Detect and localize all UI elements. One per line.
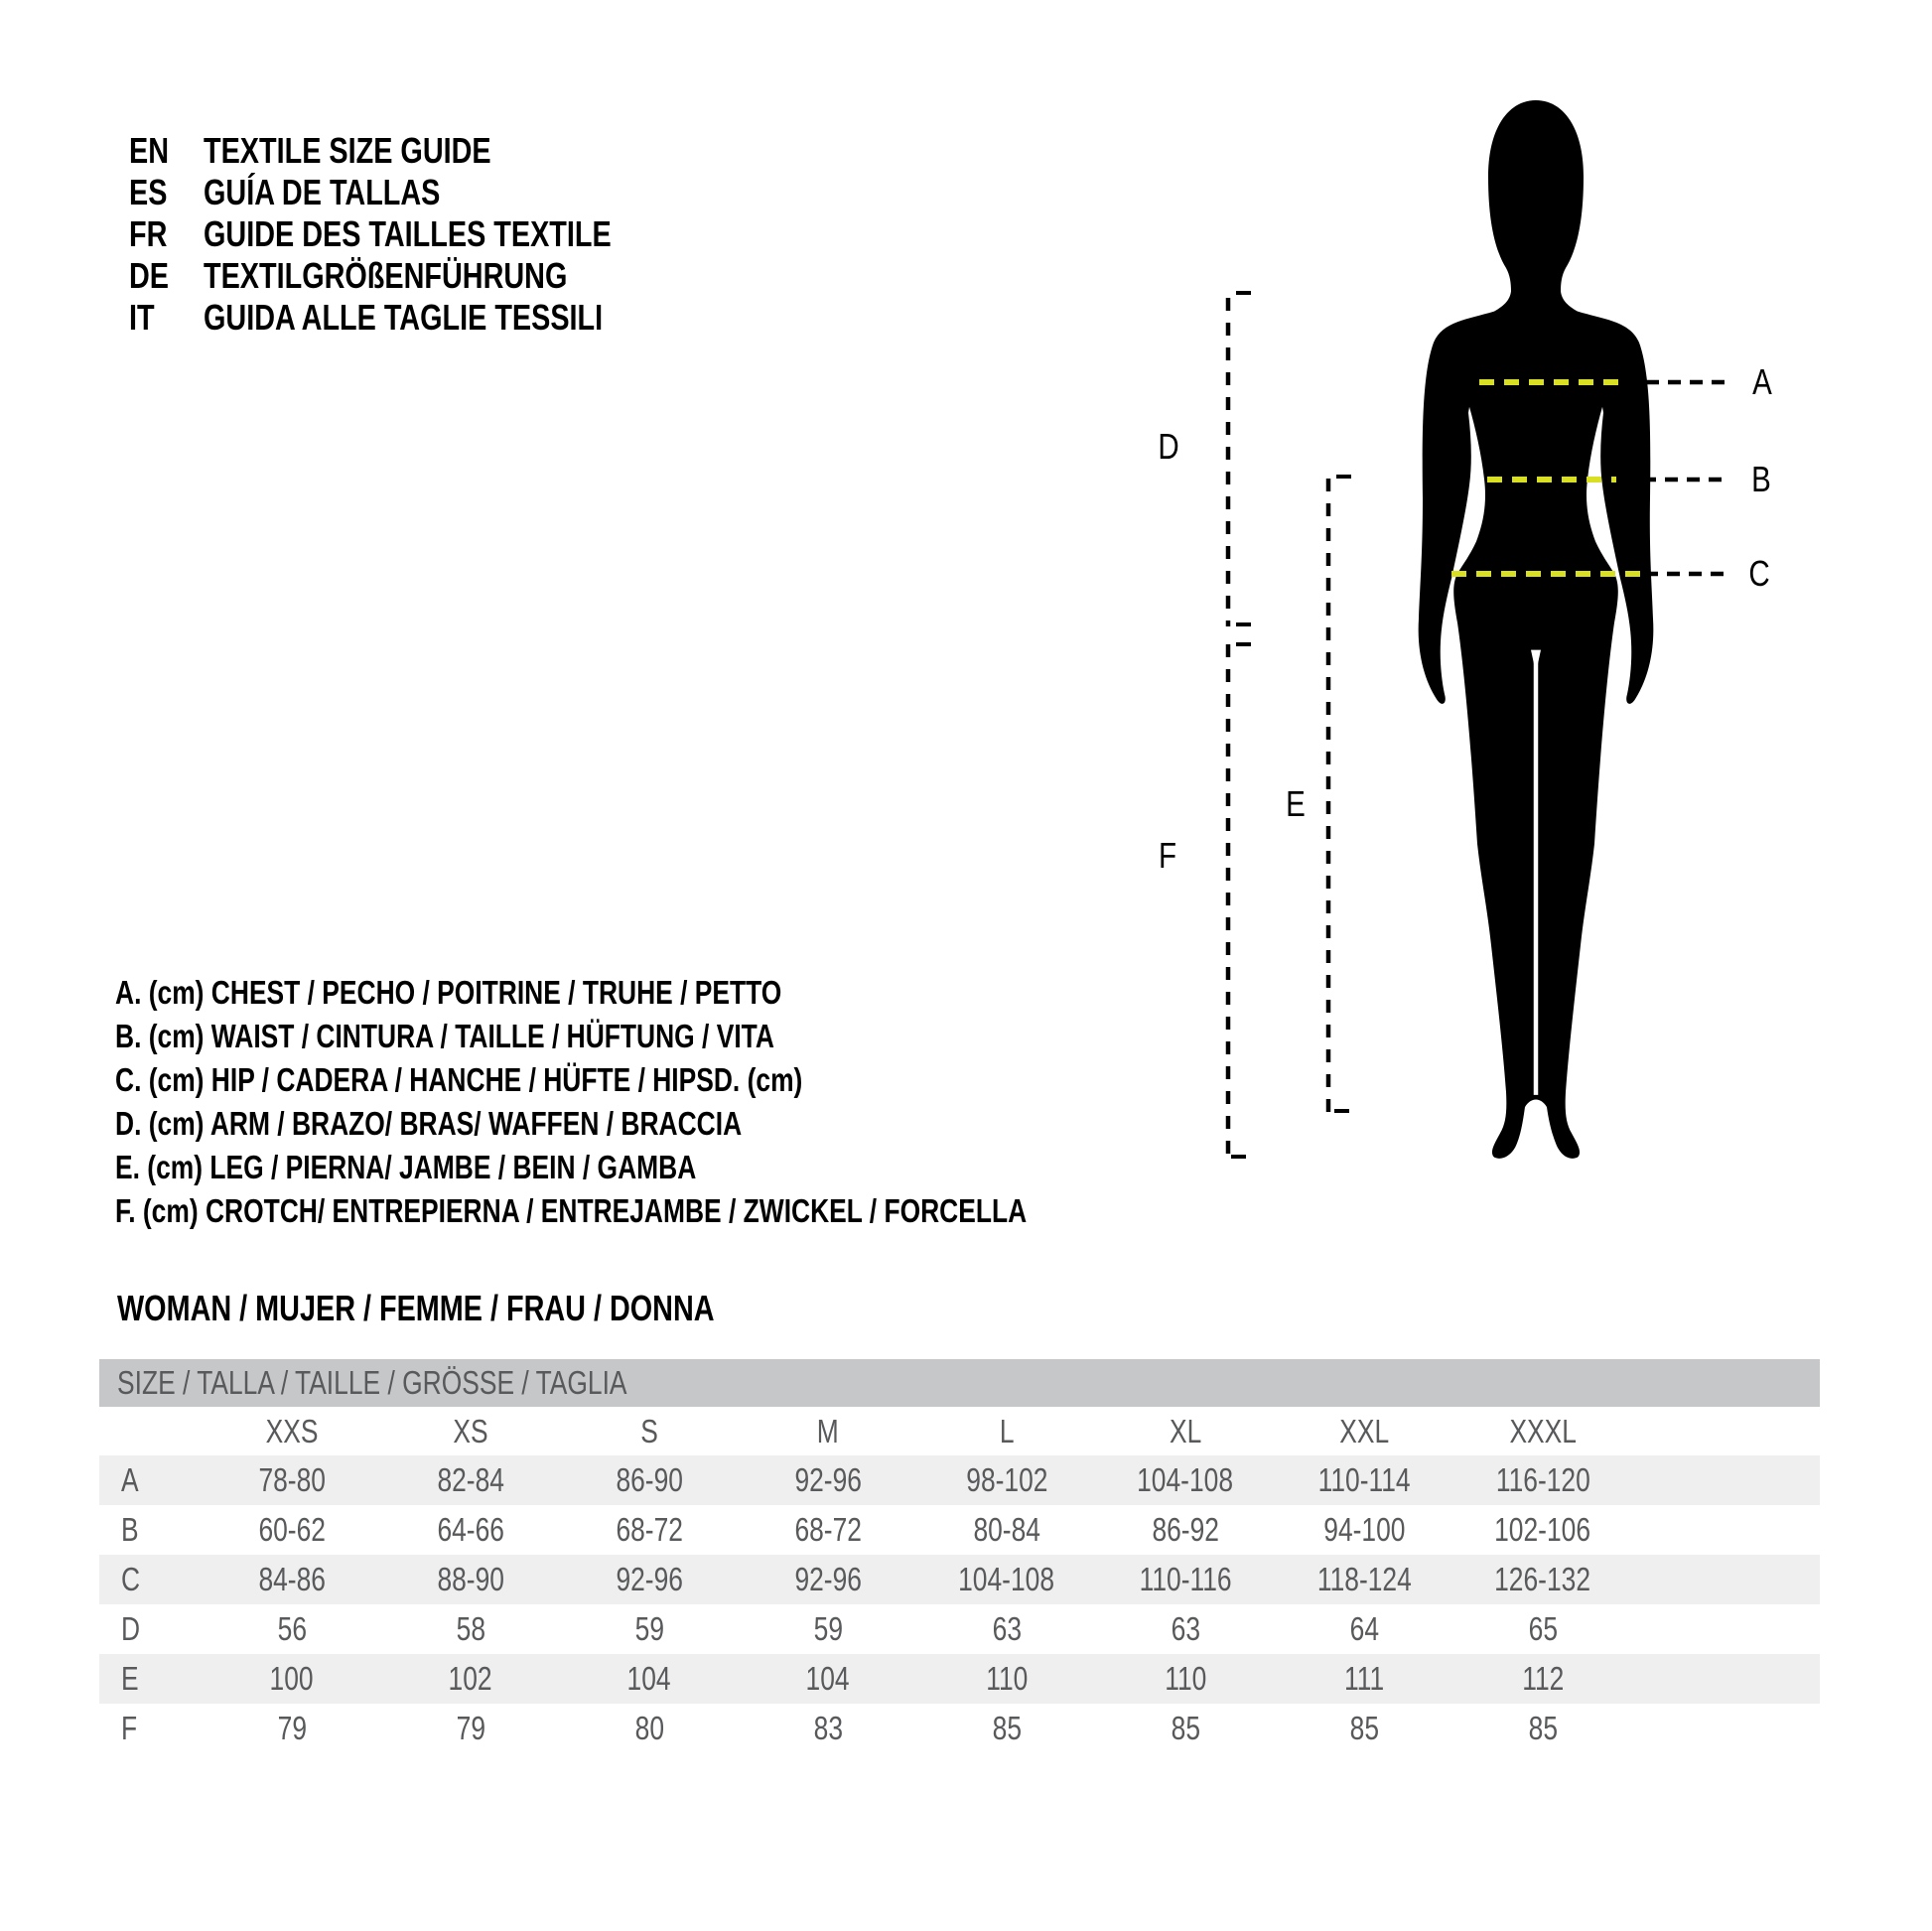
cell-text: 83 <box>813 1710 843 1746</box>
waist-label-text: B <box>1751 459 1771 499</box>
cell-text: 92-96 <box>794 1461 862 1498</box>
cell-text: 110-116 <box>1139 1561 1232 1597</box>
hip-label-text: C <box>1748 553 1770 594</box>
guide-title <box>204 297 703 338</box>
guide-title <box>204 255 658 296</box>
leg-label <box>1284 783 1308 824</box>
size-columns-row <box>99 1407 1820 1455</box>
row-label-text: D <box>121 1610 141 1647</box>
table-cell <box>1275 1610 1453 1648</box>
guide-title-text: GUIDA ALLE TAGLIE TESSILI <box>204 297 604 338</box>
size-table-header-text: SIZE / TALLA / TAILLE / GRÖSSE / TAGLIA <box>117 1364 627 1401</box>
cell-text: 110 <box>1164 1660 1207 1697</box>
legend-line-chest <box>115 976 948 1009</box>
crotch-line-top-tick <box>1236 642 1251 646</box>
cell-text: 104-108 <box>958 1561 1055 1597</box>
row-label-text: B <box>121 1511 139 1548</box>
cell-text: 59 <box>813 1610 843 1647</box>
table-cell <box>203 1610 381 1648</box>
arm-label <box>1156 426 1181 467</box>
cell-text: 85 <box>992 1710 1022 1746</box>
language-code <box>129 213 177 254</box>
table-cell <box>203 1561 381 1598</box>
size-column-text: XXXL <box>1509 1412 1577 1449</box>
table-cell <box>917 1660 1096 1698</box>
cell-text: 88-90 <box>437 1561 504 1597</box>
cell-text: 104 <box>626 1660 672 1697</box>
table-cell <box>203 1710 381 1747</box>
table-cell <box>560 1511 739 1549</box>
cell-text: 104-108 <box>1137 1461 1234 1498</box>
language-code <box>129 255 179 296</box>
size-column-xxxl <box>1453 1413 1632 1450</box>
table-cell <box>1453 1660 1632 1698</box>
row-label-text: C <box>121 1561 141 1597</box>
legend-line-waist <box>115 1020 939 1052</box>
guide-title-text: GUÍA DE TALLAS <box>204 172 441 212</box>
cell-text: 64-66 <box>437 1511 504 1548</box>
cell-text: 56 <box>277 1610 307 1647</box>
table-cell <box>1275 1660 1453 1698</box>
legend-line-arm <box>115 1107 898 1140</box>
table-cell <box>739 1461 917 1499</box>
table-row-hip <box>99 1555 1820 1604</box>
size-column-text: XL <box>1169 1412 1202 1449</box>
table-cell <box>1453 1461 1632 1499</box>
table-cell <box>1275 1710 1453 1747</box>
table-cell <box>917 1461 1096 1499</box>
size-column-text: L <box>999 1412 1015 1449</box>
cell-text: 60-62 <box>258 1511 326 1548</box>
table-cell <box>560 1561 739 1598</box>
cell-text: 86-92 <box>1152 1511 1219 1548</box>
language-code <box>129 130 179 171</box>
size-column-xl <box>1096 1413 1275 1450</box>
table-cell <box>560 1461 739 1499</box>
cell-text: 112 <box>1521 1660 1565 1697</box>
cell-text: 84-86 <box>258 1561 326 1597</box>
guide-title <box>204 172 499 212</box>
crotch-label <box>1157 835 1178 876</box>
audience-heading-text: WOMAN / MUJER / FEMME / FRAU / DONNA <box>117 1288 715 1328</box>
cell-text: 92-96 <box>616 1561 683 1597</box>
size-column-xxl <box>1275 1413 1453 1450</box>
size-column-s <box>560 1413 739 1450</box>
leg-line-bottom-tick <box>1334 1109 1349 1113</box>
size-column-text: XXS <box>265 1412 319 1449</box>
table-row-waist <box>99 1505 1820 1555</box>
size-column-m <box>739 1413 917 1450</box>
size-column-l <box>917 1413 1096 1450</box>
chest-label <box>1750 361 1774 402</box>
cell-text: 80-84 <box>973 1511 1040 1548</box>
table-cell <box>917 1710 1096 1747</box>
table-cell <box>917 1511 1096 1549</box>
cell-text: 80 <box>634 1710 664 1746</box>
cell-text: 85 <box>1171 1710 1200 1746</box>
table-cell <box>1453 1610 1632 1648</box>
legend-line-hip <box>115 1063 974 1096</box>
table-cell <box>560 1710 739 1747</box>
guide-title <box>204 130 563 171</box>
table-cell <box>1096 1561 1275 1598</box>
table-cell <box>1275 1511 1453 1549</box>
row-label-text: A <box>121 1461 139 1498</box>
cell-text: 85 <box>1528 1710 1558 1746</box>
table-cell <box>203 1660 381 1698</box>
table-cell <box>739 1511 917 1549</box>
guide-title-text: GUIDE DES TAILLES TEXTILE <box>204 213 612 254</box>
language-code <box>129 172 177 212</box>
language-code-text: IT <box>129 297 155 338</box>
table-cell <box>203 1461 381 1499</box>
cell-text: 86-90 <box>616 1461 683 1498</box>
table-cell <box>381 1461 560 1499</box>
cell-text: 63 <box>1171 1610 1200 1647</box>
cell-text: 116-120 <box>1495 1461 1590 1498</box>
cell-text: 92-96 <box>794 1561 862 1597</box>
table-cell <box>1453 1511 1632 1549</box>
table-cell <box>560 1660 739 1698</box>
measurement-diagram <box>1142 99 1837 1191</box>
woman-silhouette <box>1419 100 1654 1159</box>
cell-text: 82-84 <box>437 1461 504 1498</box>
legend-line-text: D. (cm) ARM / BRAZO/ BRAS/ WAFFEN / BRACCIA <box>115 1105 743 1142</box>
guide-title-text: TEXTILE SIZE GUIDE <box>204 130 491 171</box>
cell-text: 59 <box>634 1610 664 1647</box>
table-cell <box>739 1710 917 1747</box>
cell-text: 85 <box>1349 1710 1379 1746</box>
language-code-text: DE <box>129 255 170 296</box>
cell-text: 102-106 <box>1494 1511 1591 1548</box>
table-row-crotch <box>99 1704 1820 1753</box>
cell-text: 78-80 <box>258 1461 326 1498</box>
table-cell <box>917 1561 1096 1598</box>
table-row-arm <box>99 1604 1820 1654</box>
cell-text: 100 <box>269 1660 315 1697</box>
language-code <box>129 297 161 338</box>
table-cell <box>203 1511 381 1549</box>
cell-text: 65 <box>1528 1610 1558 1647</box>
legend-line-crotch <box>115 1194 1255 1227</box>
table-cell <box>1275 1561 1453 1598</box>
table-cell <box>739 1610 917 1648</box>
table-cell <box>1453 1561 1632 1598</box>
size-column-text: XXL <box>1339 1412 1389 1449</box>
hip-label <box>1746 553 1772 594</box>
cell-text: 64 <box>1349 1610 1379 1647</box>
cell-text: 104 <box>805 1660 851 1697</box>
legend-line-text: C. (cm) HIP / CADERA / HANCHE / HÜFTE / HIPSD. (cm) <box>115 1061 803 1098</box>
cell-text: 58 <box>456 1610 485 1647</box>
table-cell <box>560 1610 739 1648</box>
table-row-chest <box>99 1455 1820 1505</box>
table-cell <box>381 1610 560 1648</box>
cell-text: 68-72 <box>616 1511 683 1548</box>
table-cell <box>917 1610 1096 1648</box>
cell-text: 98-102 <box>965 1461 1048 1498</box>
leg-line-top-tick <box>1336 475 1351 479</box>
language-code-text: EN <box>129 130 170 171</box>
table-row-leg <box>99 1654 1820 1704</box>
arm-line-bottom-tick <box>1236 622 1251 626</box>
cell-text: 110 <box>985 1660 1029 1697</box>
arm-line-top-tick <box>1236 291 1251 295</box>
table-cell <box>381 1710 560 1747</box>
chest-label-text: A <box>1752 361 1772 402</box>
table-cell <box>1096 1710 1275 1747</box>
size-column-text: XS <box>453 1412 488 1449</box>
cell-text: 63 <box>992 1610 1022 1647</box>
leg-label-text: E <box>1286 783 1306 824</box>
cell-text: 79 <box>456 1710 485 1746</box>
cell-text: 79 <box>277 1710 307 1746</box>
table-cell <box>1096 1511 1275 1549</box>
language-code-text: ES <box>129 172 168 212</box>
table-cell <box>739 1561 917 1598</box>
arm-label-text: D <box>1158 426 1179 467</box>
size-table-header-bar <box>99 1359 1820 1407</box>
cell-text: 126-132 <box>1494 1561 1591 1597</box>
size-column-xs <box>381 1413 560 1450</box>
table-cell <box>1453 1710 1632 1747</box>
crotch-line-bottom-tick <box>1231 1155 1246 1159</box>
row-label-text: F <box>121 1710 138 1746</box>
legend-line-leg <box>115 1151 842 1183</box>
crotch-label-text: F <box>1158 835 1177 876</box>
table-cell <box>381 1660 560 1698</box>
cell-text: 110-114 <box>1317 1461 1411 1498</box>
cell-text: 118-124 <box>1316 1561 1412 1597</box>
table-cell <box>1096 1461 1275 1499</box>
legend-line-text: E. (cm) LEG / PIERNA/ JAMBE / BEIN / GAMBA <box>115 1149 697 1185</box>
legend-line-text: A. (cm) CHEST / PECHO / POITRINE / TRUHE / PETTO <box>115 974 782 1011</box>
table-cell <box>739 1660 917 1698</box>
language-code-text: FR <box>129 213 168 254</box>
cell-text: 94-100 <box>1322 1511 1406 1548</box>
size-column-text: S <box>640 1412 658 1449</box>
table-cell <box>1096 1610 1275 1648</box>
legend-line-text: B. (cm) WAIST / CINTURA / TAILLE / HÜFTUNG / VITA <box>115 1018 774 1054</box>
table-cell <box>381 1561 560 1598</box>
legend-line-text: F. (cm) CROTCH/ ENTREPIERNA / ENTREJAMBE / ZWICKEL / FORCELLA <box>115 1192 1028 1229</box>
cell-text: 111 <box>1343 1660 1385 1697</box>
guide-title <box>204 213 713 254</box>
cell-text: 102 <box>448 1660 493 1697</box>
guide-title-text: TEXTILGRÖßENFÜHRUNG <box>204 255 568 296</box>
table-cell <box>1096 1660 1275 1698</box>
size-column-text: M <box>817 1412 839 1449</box>
cell-text: 68-72 <box>794 1511 862 1548</box>
audience-heading <box>117 1288 864 1328</box>
waist-label <box>1749 459 1773 499</box>
row-label-text: E <box>121 1660 139 1697</box>
table-cell <box>1275 1461 1453 1499</box>
table-cell <box>381 1511 560 1549</box>
size-column-xxs <box>203 1413 381 1450</box>
